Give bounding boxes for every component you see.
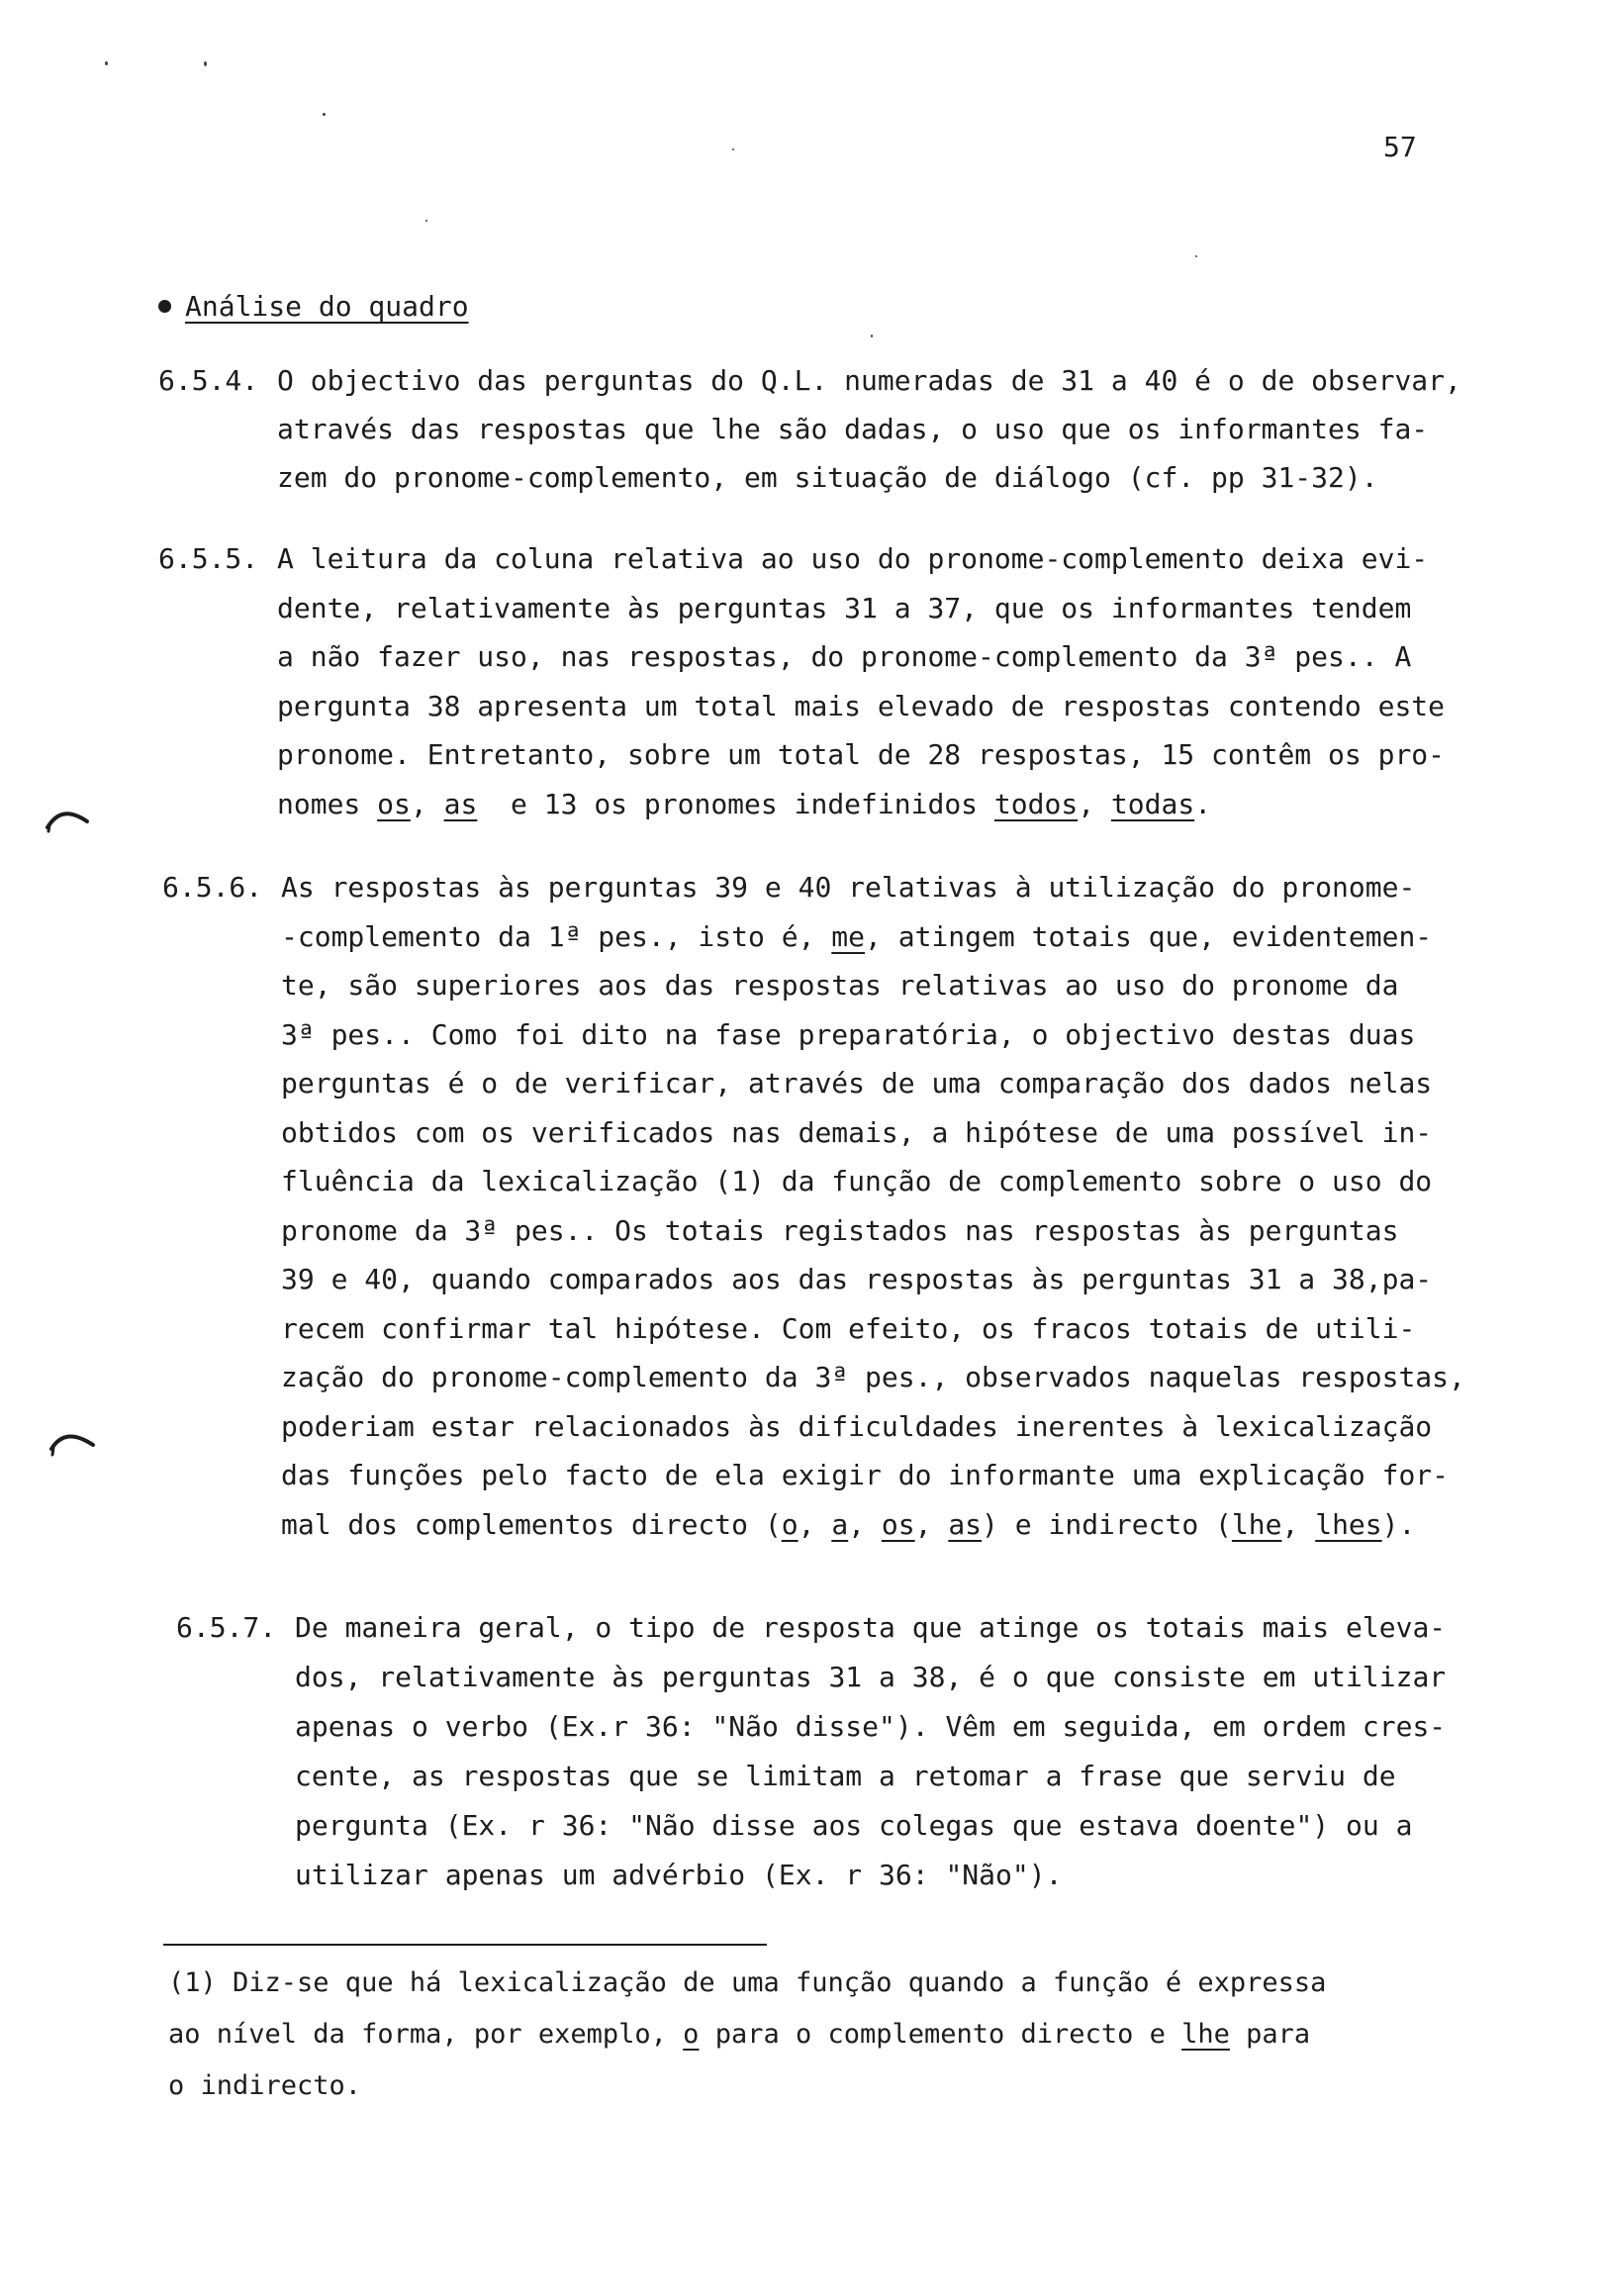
text-run: dente, relativamente às perguntas 31 a 37, que os informantes tendem <box>277 591 1412 624</box>
text-run: pronome. Entretanto, sobre um total de 28 respostas, 15 contêm os pro- <box>277 738 1446 771</box>
text-line <box>277 738 1445 771</box>
text-run: . <box>1194 787 1212 820</box>
text-run: O objectivo das perguntas do Q.L. numeradas de 31 a 40 é o de observar, <box>277 364 1461 397</box>
text-line <box>277 640 1411 673</box>
text-run: mal dos complementos directo ( <box>281 1507 782 1541</box>
text-line <box>295 1661 1446 1693</box>
text-run: , <box>1281 1507 1316 1541</box>
text-line <box>281 1263 1432 1295</box>
text-line <box>277 592 1411 624</box>
text-line <box>295 1859 1062 1891</box>
text-line <box>281 1165 1432 1197</box>
underlined-term: lhe <box>1231 1507 1282 1541</box>
text-run: para <box>1229 2019 1311 2050</box>
underlined-term: o <box>683 2019 700 2050</box>
text-run: fluência da lexicalização (1) da função de complemento sobre o uso do <box>281 1165 1433 1197</box>
text-run: , <box>1078 787 1111 820</box>
text-run: cente, as respostas que se limitam a retomar a frase que serviu de <box>295 1760 1396 1792</box>
text-line <box>281 1116 1432 1149</box>
text-run: dos, relativamente às perguntas 31 a 38, é o que consiste em utilizar <box>295 1661 1447 1693</box>
text-run: 3ª pes.. Como foi dito na fase preparatória, o objectivo destas duas <box>281 1017 1416 1051</box>
underlined-term: as <box>443 787 478 820</box>
underlined-term: todas <box>1110 787 1195 820</box>
scan-speck <box>1195 255 1197 257</box>
text-line <box>277 788 1211 820</box>
text-line <box>295 1760 1396 1792</box>
scan-speck <box>204 61 207 66</box>
text-run: pergunta (Ex. r 36: "Não disse aos colegas que estava doente") ou a <box>295 1809 1413 1842</box>
text-line <box>277 461 1378 494</box>
text-run: o indirecto. <box>168 2070 362 2101</box>
scan-speck <box>323 113 326 116</box>
scan-speck <box>105 61 108 65</box>
text-run: apenas o verbo (Ex.r 36: "Não disse"). Vêm em seguida, em ordem cres- <box>295 1710 1447 1743</box>
text-line <box>281 1459 1449 1491</box>
section-heading <box>158 290 469 323</box>
text-run: (1) Diz-se que há lexicalização de uma função quando a função é expressa <box>168 1967 1327 1998</box>
text-run: te, são superiores aos das respostas relativas ao uso do pronome da <box>281 969 1399 1002</box>
text-line <box>295 1710 1446 1743</box>
text-run: -complemento da 1ª pes., isto é, <box>281 919 832 953</box>
underlined-term: as <box>948 1507 983 1541</box>
text-line <box>281 1018 1415 1051</box>
underlined-term: todos <box>993 787 1079 820</box>
text-run: perguntas é o de verificar, através de uma comparação dos dados nelas <box>281 1067 1433 1100</box>
text-run: , <box>914 1507 949 1541</box>
text-run: pronome da 3ª pes.. Os totais registados nas respostas às perguntas <box>281 1213 1399 1247</box>
text-line <box>281 920 1432 953</box>
text-run: 39 e 40, quando comparados aos das respostas às perguntas 31 a 38,pa- <box>281 1263 1433 1295</box>
scan-speck <box>871 335 873 337</box>
text-line <box>281 871 1415 904</box>
footnote-line <box>168 2070 361 2101</box>
text-run: De maneira geral, o tipo de resposta que atinge os totais mais eleva- <box>295 1611 1447 1644</box>
text-line <box>281 1312 1415 1345</box>
bullet-icon <box>158 300 171 313</box>
text-run: As respostas às perguntas 39 e 40 relativas à utilização do pronome- <box>281 871 1416 904</box>
text-line <box>281 969 1398 1002</box>
paragraph-number: 6.5.6. <box>162 871 263 904</box>
paragraph-number: 6.5.5. <box>158 542 259 575</box>
text-run: , <box>410 787 444 820</box>
underlined-term: o <box>781 1507 799 1541</box>
paragraph-number: 6.5.7. <box>176 1611 277 1644</box>
text-line <box>281 1410 1432 1443</box>
section-heading-text: Análise do quadro <box>185 290 469 323</box>
text-line <box>281 1508 1415 1541</box>
underlined-term: os <box>377 787 411 820</box>
paragraph-number: 6.5.4. <box>158 364 259 397</box>
text-run: das funções pelo facto de ela exigir do informante uma explicação for- <box>281 1459 1450 1491</box>
text-run: recem confirmar tal hipótese. Com efeito, os fracos totais de utili- <box>281 1311 1416 1345</box>
margin-mark-icon <box>47 1427 97 1457</box>
text-run: obtidos com os verificados nas demais, a hipótese de uma possível in- <box>281 1115 1433 1149</box>
text-run: pergunta 38 apresenta um total mais elevado de respostas contendo este <box>277 689 1446 722</box>
underlined-term: me <box>831 919 866 953</box>
text-line <box>295 1611 1446 1644</box>
text-line <box>277 364 1461 397</box>
text-run: ) e indirecto ( <box>982 1507 1232 1541</box>
page-number: 57 <box>1383 131 1417 163</box>
text-line <box>277 690 1445 722</box>
footnote-separator <box>163 1944 767 1946</box>
underlined-term: os <box>881 1507 915 1541</box>
text-line <box>281 1214 1398 1247</box>
scan-speck <box>732 148 734 150</box>
text-run: ao nível da forma, por exemplo, <box>168 2019 684 2050</box>
text-run: , <box>798 1507 832 1541</box>
footnote-line <box>168 2019 1310 2050</box>
text-line <box>295 1809 1412 1842</box>
margin-mark-icon <box>44 804 93 833</box>
text-run: zem do pronome-complemento, em situação de diálogo (cf. pp 31-32). <box>277 461 1378 494</box>
text-line <box>277 542 1428 575</box>
text-run: , atingem totais que, evidentemen- <box>865 919 1433 953</box>
scan-speck <box>425 220 427 222</box>
footnote-line <box>168 1967 1326 1998</box>
text-run: e 13 os pronomes indefinidos <box>477 787 994 820</box>
underlined-term: lhe <box>1181 2019 1230 2050</box>
text-run: para o complemento directo e <box>699 2019 1182 2050</box>
text-run: nomes <box>277 787 378 820</box>
text-run: utilizar apenas um advérbio (Ex. r 36: "Não"). <box>295 1859 1063 1891</box>
underlined-term: a <box>831 1507 849 1541</box>
text-run: a não fazer uso, nas respostas, do pronome-complemento da 3ª pes.. A <box>277 640 1412 673</box>
text-run: A leitura da coluna relativa ao uso do pronome-complemento deixa evi- <box>277 542 1429 575</box>
text-line <box>281 1361 1465 1393</box>
text-line <box>281 1067 1432 1100</box>
text-run: poderiam estar relacionados às dificuldades inerentes à lexicalização <box>281 1409 1433 1443</box>
text-line <box>277 413 1428 445</box>
text-run: , <box>848 1507 882 1541</box>
text-run: zação do pronome-complemento da 3ª pes., observados naquelas respostas, <box>281 1361 1465 1393</box>
underlined-term: lhes <box>1315 1507 1382 1541</box>
text-run: através das respostas que lhe são dadas, o uso que os informantes fa- <box>277 413 1429 445</box>
text-run: ). <box>1381 1507 1416 1541</box>
